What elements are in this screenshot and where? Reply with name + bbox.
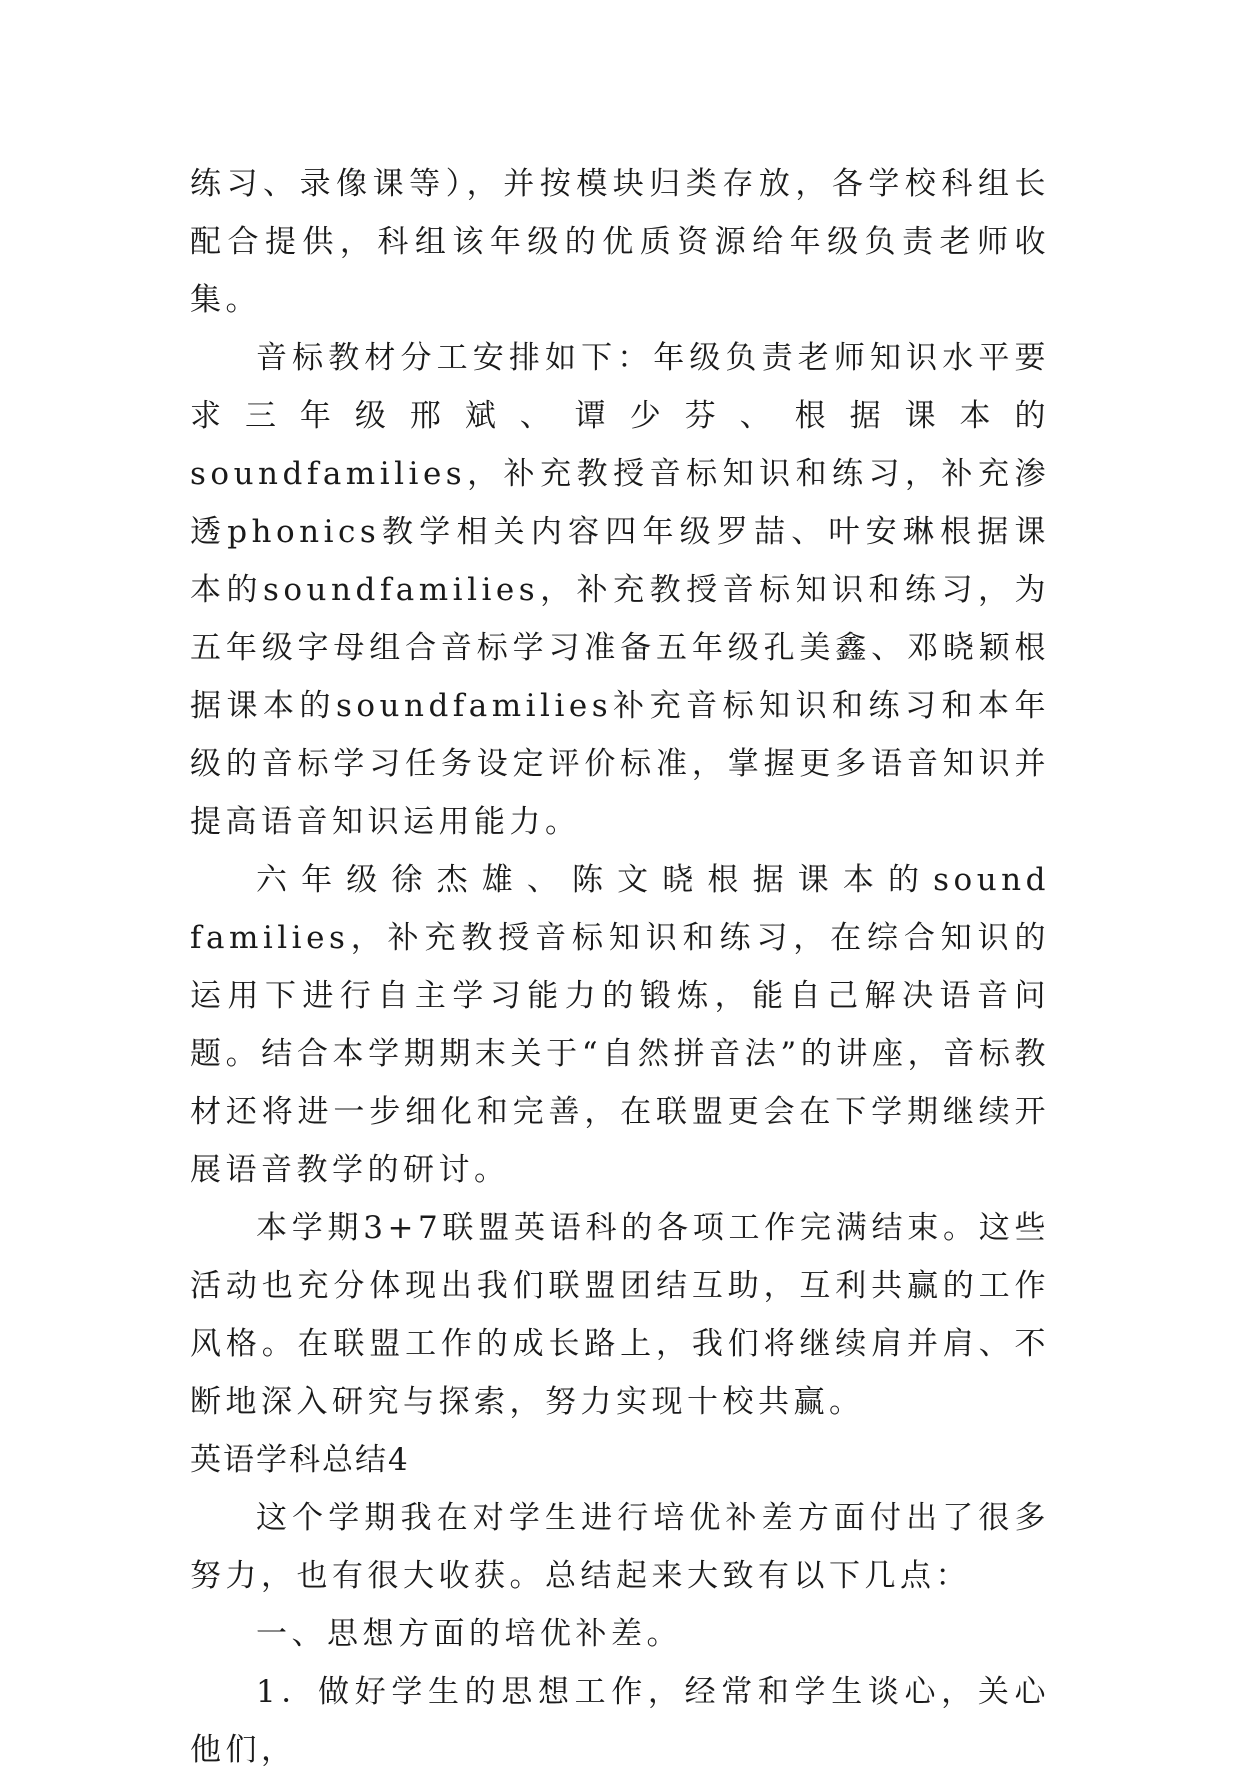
paragraph-continuation: 练习、录像课等），并按模块归类存放，各学校科组长配合提供，科组该年级的优质资源给年级负责老师收集。 bbox=[190, 166, 1050, 318]
section-heading: 英语学科总结4 bbox=[190, 1442, 410, 1478]
paragraph-semester-conclusion: 本学期3+7联盟英语科的各项工作完满结束。这些活动也充分体现出我们联盟团结互助，互利共赢的工作风格。在联盟工作的成长路上，我们将继续肩并肩、不断地深入研究与探索，努力实现十校共赢。 bbox=[190, 1210, 1050, 1420]
paragraph-intro: 这个学期我在对学生进行培优补差方面付出了很多努力，也有很大收获。总结起来大致有以下几点： bbox=[190, 1500, 1050, 1594]
paragraph-section-one: 一、思想方面的培优补差。 bbox=[256, 1616, 682, 1652]
paragraph-grade-six: 六年级徐杰雄、陈文晓根据课本的sound families，补充教授音标知识和练习，在综合知识的运用下进行自主学习能力的锻炼，能自己解决语音问题。结合本学期期末关于“自然拼音法”的讲座，音标教材还将进一步细化和完善，在联盟更会在下学期继续开展语音教学的研讨。 bbox=[190, 862, 1050, 1188]
document-body bbox=[190, 155, 1050, 1779]
paragraph-phonetics-assignment: 音标教材分工安排如下：年级负责老师知识水平要求三年级邢斌、谭少芬、根据课本的soundfamilies，补充教授音标知识和练习，补充渗透phonics教学相关内容四年级罗喆、叶安琳根据课本的soundfamilies，补充教授音标知识和练习，为五年级字母组合音标学习准备五年级孔美鑫、邓晓颖根据课本的soundfamilies补充音标知识和练习和本年级的音标学习任务设定评价标准，掌握更多语音知识并提高语音知识运用能力。 bbox=[190, 340, 1050, 840]
paragraph-item-one: 1．做好学生的思想工作，经常和学生谈心，关心他们， bbox=[190, 1674, 1050, 1768]
